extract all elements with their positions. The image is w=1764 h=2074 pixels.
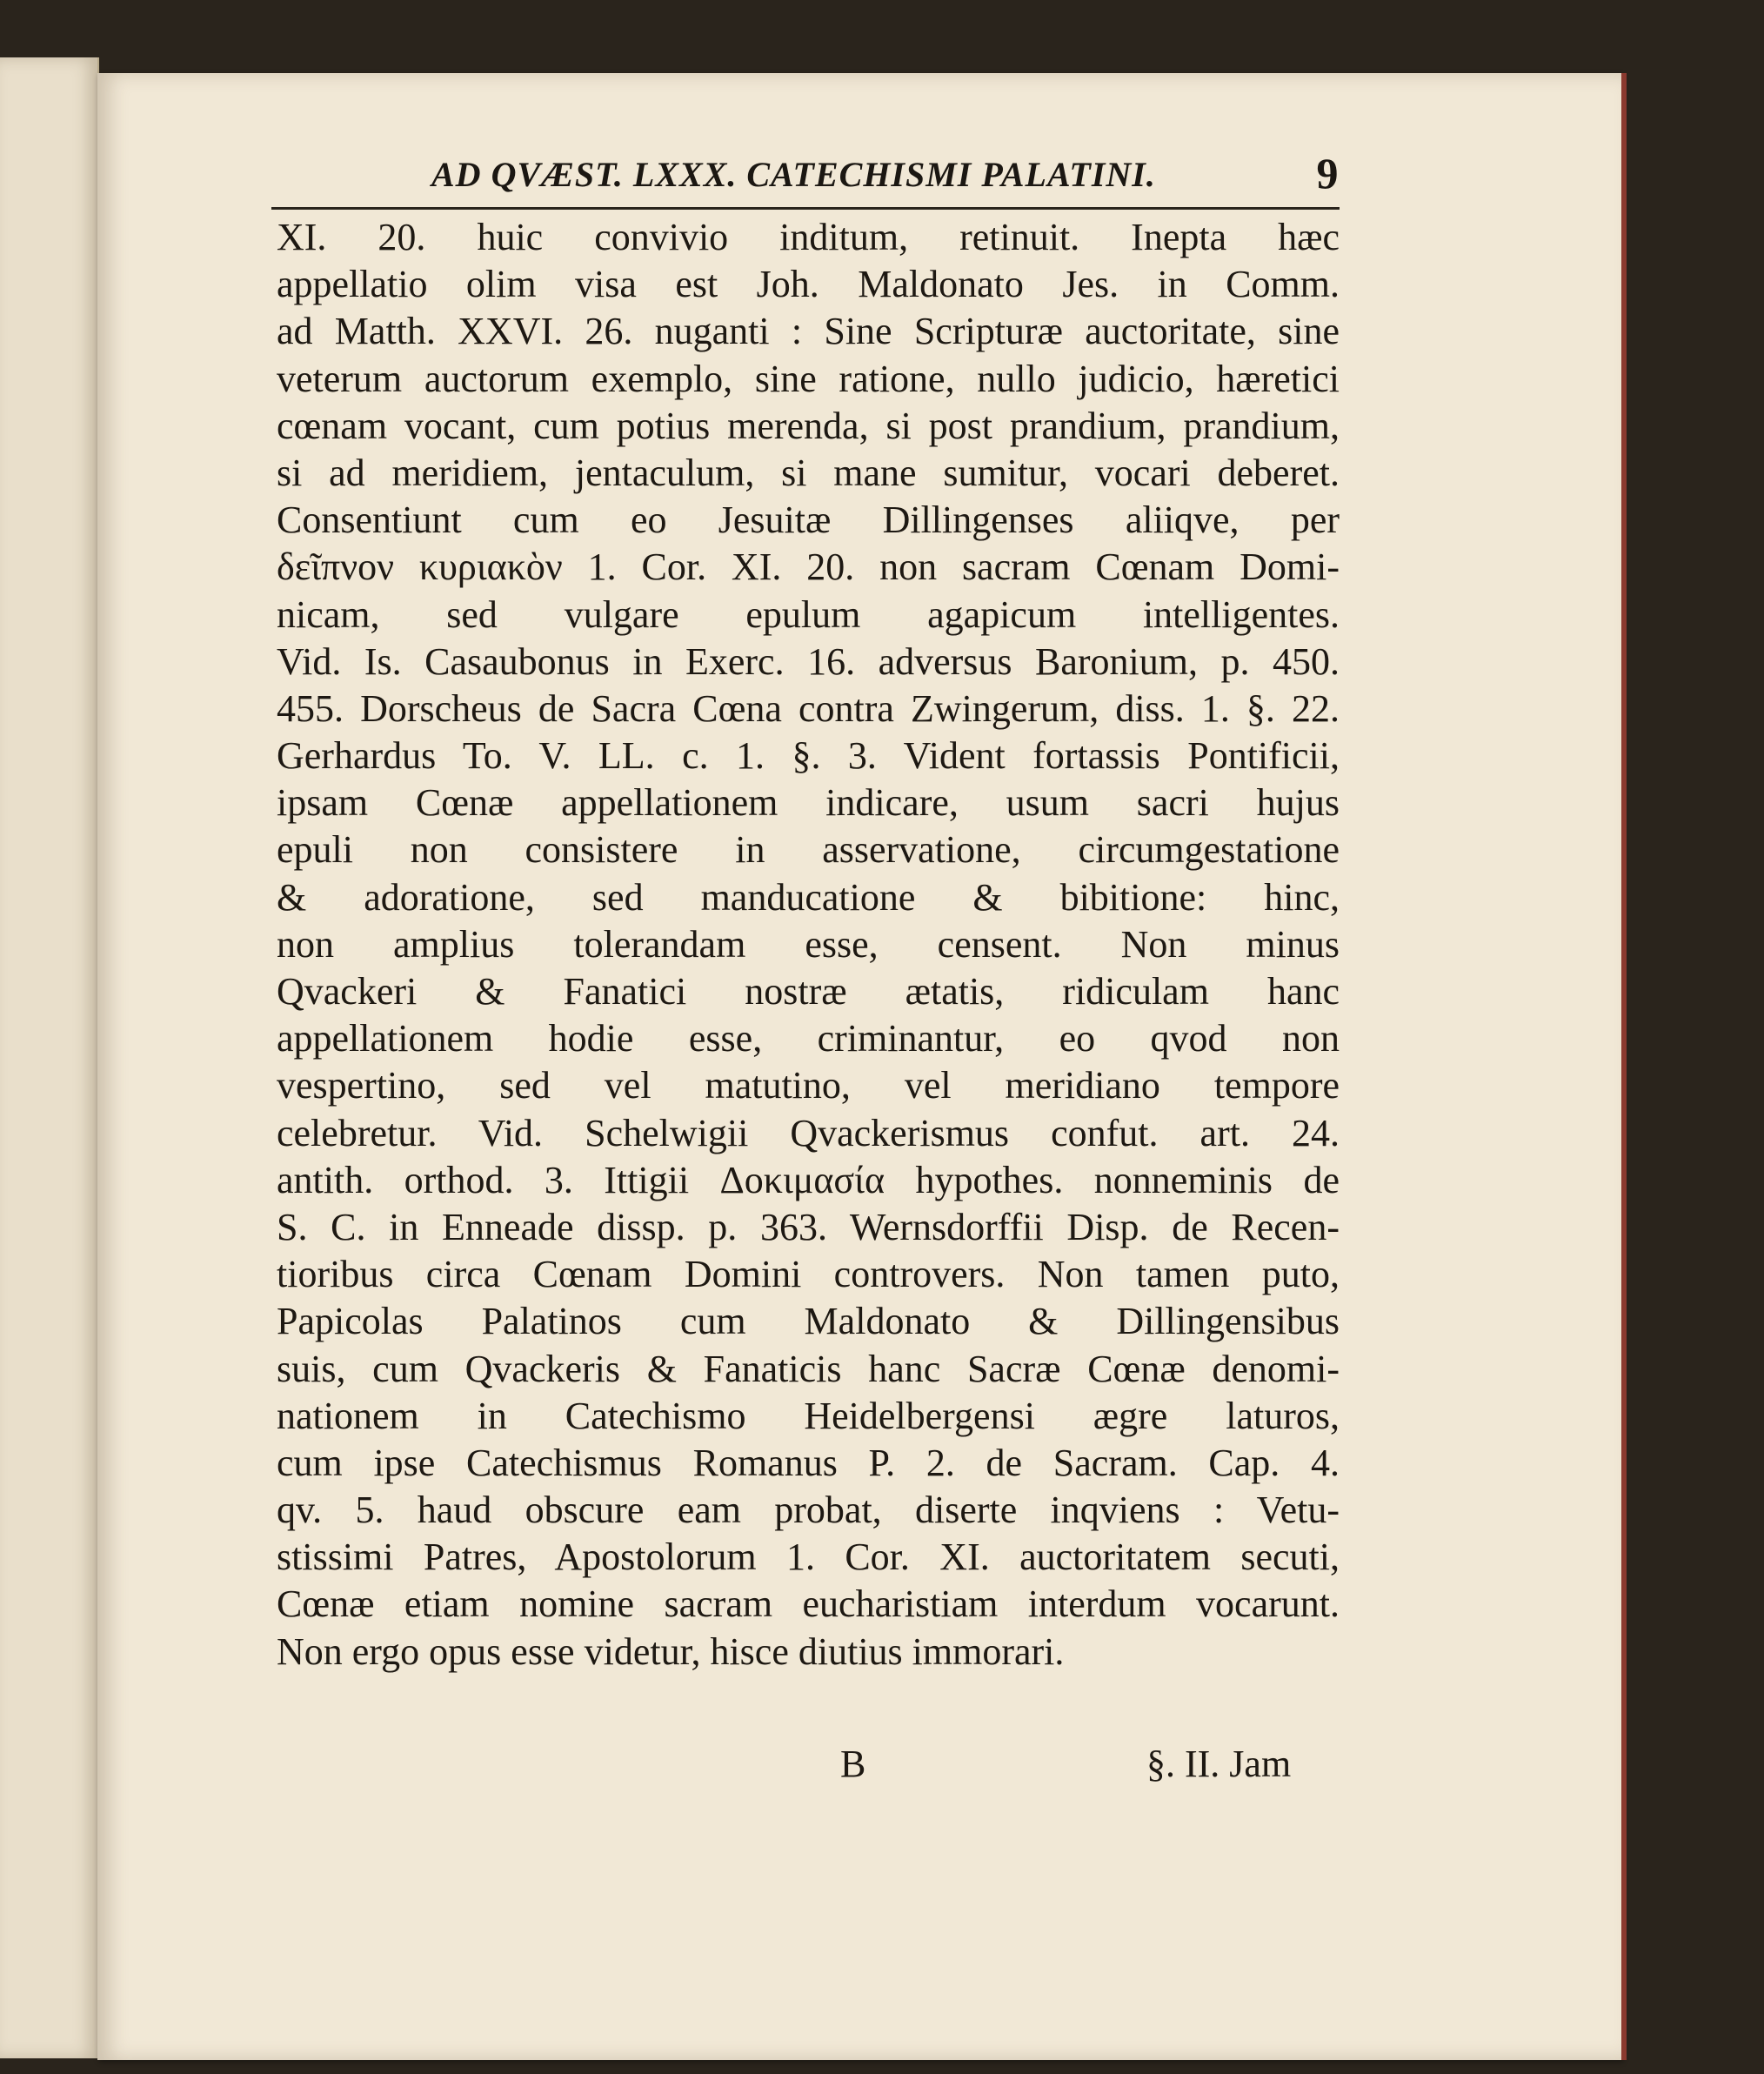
text-line: δεῖπνον κυριακὸν 1. Cor. XI. 20. non sacram Cœnam Domi- [277,545,1340,589]
text-line: epuli non consistere in asservatione, circumgestatione [277,828,1340,872]
page-number: 9 [1316,149,1339,197]
text-line: nicam, sed vulgare epulum agapicum intelligentes. [277,592,1340,636]
text-line: antith. orthod. 3. Ittigii Δοκιμασία hypothes. nonneminis de [277,1158,1340,1201]
text-line: tioribus circa Cœnam Domini controvers. Non tamen puto, [277,1253,1340,1296]
text-line: vespertino, sed vel matutino, vel meridiano tempore [277,1064,1340,1107]
text-line: appellationem hodie esse, criminantur, eo qvod non [277,1017,1340,1060]
text-line: cum ipse Catechismus Romanus P. 2. de Sacram. Cap. 4. [277,1441,1340,1484]
text-line: Qvackeri & Fanatici nostræ ætatis, ridiculam hanc [277,970,1340,1013]
text-line: celebretur. Vid. Schelwigii Qvackerismus confut. art. 24. [277,1111,1340,1154]
page-edge [1621,73,1627,2060]
text-line: Cœnæ etiam nomine sacram eucharistiam interdum vocarunt. [277,1582,1340,1626]
text-line: si ad meridiem, jentaculum, si mane sumitur, vocari deberet. [277,451,1340,494]
text-line: Consentiunt cum eo Jesuitæ Dillingenses aliiqve, per [277,498,1340,542]
text-line: XI. 20. huic convivio inditum, retinuit. Inepta hæc [277,216,1340,258]
running-title: AD QVÆST. LXXX. CATECHISMI PALATINI. [431,155,1156,194]
text-line: stissimi Patres, Apostolorum 1. Cor. XI. auctoritatem secuti, [277,1535,1340,1579]
text-line: & adoratione, sed manducatione & bibitione: hinc, [277,875,1340,919]
text-line: Gerhardus To. V. LL. c. 1. §. 3. Vident fortassis Pontificii, [277,734,1340,778]
text-line: nationem in Catechismo Heidelbergensi ægre laturos, [277,1394,1340,1437]
text-line: 455. Dorscheus de Sacra Cœna contra Zwingerum, diss. 1. §. 22. [277,686,1340,730]
text-line: Non ergo opus esse videtur, hisce diutius immorari. [277,1629,1065,1673]
text-line: S. C. in Enneade dissp. p. 363. Wernsdorffii Disp. de Recen- [277,1205,1340,1248]
catchword: §. II. Jam [1146,1743,1292,1785]
header-rule [271,207,1340,210]
text-line: Papicolas Palatinos cum Maldonato & Dillingensibus [277,1300,1340,1343]
text-line: appellatio olim visa est Joh. Maldonato Jes. in Comm. [277,263,1340,306]
signature-mark: B [840,1743,866,1785]
text-line: ipsam Cœnæ appellationem indicare, usum sacri hujus [277,781,1340,825]
text-line: cœnam vocant, cum potius merenda, si post prandium, prandium, [277,404,1340,447]
text-line: Vid. Is. Casaubonus in Exerc. 16. adversus Baronium, p. 450. [277,639,1340,683]
text-line: non amplius tolerandam esse, censent. Non minus [277,922,1340,966]
facing-page-edge [0,57,99,2058]
body-text [277,214,1340,1676]
text-line: ad Matth. XXVI. 26. nuganti : Sine Scripturæ auctoritate, sine [277,310,1340,353]
text-line: veterum auctorum exemplo, sine ratione, nullo judicio, hæretici [277,357,1340,400]
text-line: qv. 5. haud obscure eam probat, diserte inqviens : Vetu- [277,1489,1340,1532]
text-line: suis, cum Qvackeris & Fanaticis hanc Sacræ Cœnæ denomi- [277,1347,1340,1390]
